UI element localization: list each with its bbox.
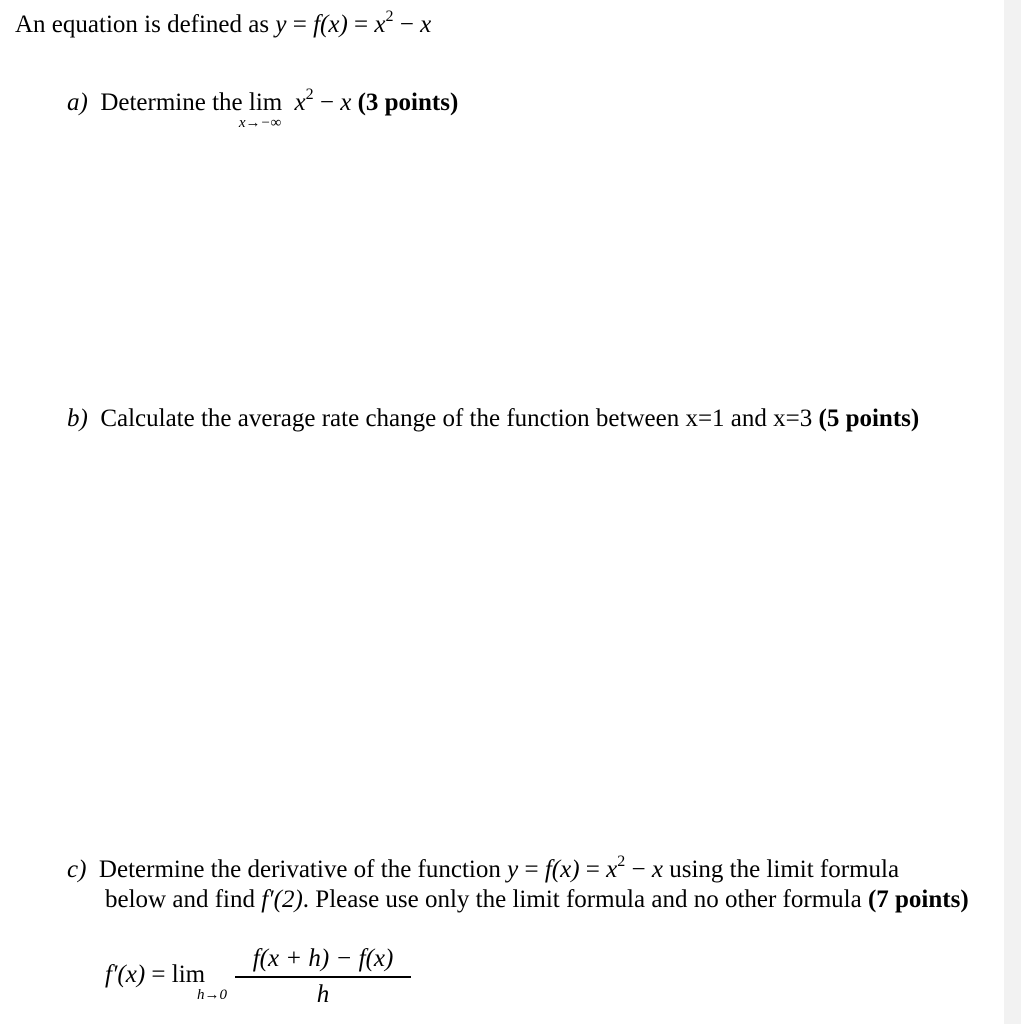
part-c-text-2-tail: . Please use only the limit formula and no other formula [302, 886, 862, 913]
part-a-limit [238, 88, 283, 131]
part-c-text-1-tail: using the limit formula [669, 856, 900, 883]
intro-text: An equation is defined as [15, 11, 270, 38]
part-c-text-1: Determine the derivative of the function [98, 856, 501, 883]
formula-lhs-line [105, 960, 205, 990]
formula-denominator: h [316, 981, 330, 1008]
part-c-y: y [507, 856, 519, 883]
page-margin-strip [1004, 0, 1021, 1024]
part-a-x2: x [340, 89, 352, 116]
part-b-text: Calculate the average rate change of the function between x=1 and x=3 [100, 405, 813, 432]
part-c-fx: f(x) [544, 856, 580, 883]
intro-x: x [374, 11, 386, 38]
part-b-line [67, 404, 919, 434]
formula-lhs: f′(x) [105, 961, 146, 988]
part-c-minus: − [631, 856, 646, 883]
part-a-x: x [294, 89, 306, 116]
intro-y: y [275, 11, 287, 38]
part-c-exp: 2 [617, 852, 626, 870]
formula-eq: = [151, 961, 166, 988]
part-a-line [67, 85, 459, 131]
part-c-x2: x [651, 856, 663, 883]
part-c-label: c) [67, 856, 87, 883]
part-c-line-1 [67, 852, 900, 885]
formula-fraction-bar [235, 976, 411, 978]
intro-line [15, 7, 432, 40]
part-b-points: (5 points) [818, 405, 920, 432]
part-a-label: a) [67, 89, 88, 116]
part-c-points: (7 points) [867, 886, 969, 913]
part-c-f-prime-2: f′(2) [261, 886, 303, 913]
part-a-exp: 2 [305, 85, 314, 103]
part-a-text: Determine the [100, 89, 243, 116]
part-c-eq2: = [585, 856, 600, 883]
formula-lim-sub: h→0 [197, 987, 227, 1003]
part-b-label: b) [67, 405, 88, 432]
formula-lim: lim [171, 961, 206, 988]
intro-fx: f(x) [313, 11, 348, 38]
part-a-minus: − [319, 89, 334, 116]
intro-x2: x [420, 11, 432, 38]
part-a-lim: lim [248, 89, 283, 116]
part-c-text-2: below and find [105, 886, 255, 913]
intro-minus: − [399, 11, 414, 38]
intro-exp: 2 [385, 7, 394, 25]
part-a-lim-sub: x→−∞ [238, 115, 282, 131]
formula-numerator: f(x + h) − f(x) [252, 945, 394, 972]
intro-eq2: = [354, 11, 369, 38]
part-c-x: x [606, 856, 618, 883]
intro-eq1: = [292, 11, 307, 38]
part-c-line-2 [105, 885, 969, 915]
part-a-points: (3 points) [357, 89, 459, 116]
part-c-eq1: = [524, 856, 539, 883]
